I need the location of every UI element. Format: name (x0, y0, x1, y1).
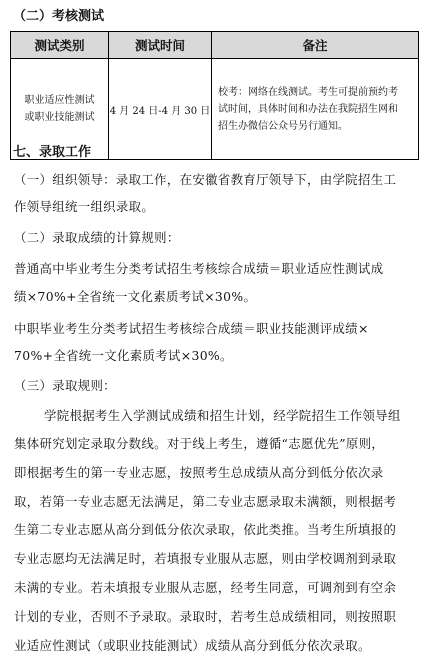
paragraph-line: 绩×70%+全省统一文化素质考试×30%。 (14, 289, 257, 304)
paragraph-line: 专业志愿均无法满足时，若填报专业服从志愿，则由学校调剂到录取 (14, 551, 397, 566)
paragraph-line: 普通高中毕业考生分类考试招生考核综合成绩＝职业适应性测试成 (14, 261, 384, 276)
section-heading-admission: 七、录取工作 (13, 145, 92, 160)
paragraph-line: 业适应性测试（或职业技能测试）成绩从高分到低分依次录取。 (14, 638, 371, 653)
paragraph-line: （二）录取成绩的计算规则： (14, 230, 180, 245)
paragraph-line: 作领导组统一组织录取。 (14, 199, 155, 214)
paragraph-line: 取，若第一专业志愿无法满足，第二专业志愿录取未满额，则根据考 (14, 494, 397, 509)
header-time: 测试时间 (109, 32, 212, 59)
category-line: 职业适应性测试 (24, 95, 95, 106)
paragraph-line: 生第二专业志愿从高分到低分依次录取，依此类推。当考生所填报的 (14, 522, 397, 537)
paragraph-line: 集体研究划定录取分数线。对于线上考生，遵循“志愿优先”原则， (14, 436, 385, 451)
header-category: 测试类别 (11, 32, 109, 59)
note-line: 招生办微信公众号另行通知。 (218, 120, 348, 132)
section-heading-exam: （二）考核测试 (13, 9, 105, 24)
paragraph-line: 70%+全省统一文化素质考试×30%。 (14, 348, 233, 363)
paragraph-line: 计划的专业，否则不予录取。录取时，若考生总成绩相同，则按照职 (14, 609, 397, 624)
cell-note (212, 59, 419, 160)
paragraph-line: （三）录取规则： (14, 378, 116, 393)
table-header-row (11, 32, 419, 59)
paragraph-line: 即根据考生的第一专业志愿，按照考生总成绩从高分到低分依次录 (14, 465, 384, 480)
cell-time: 4 月 24 日-4 月 30 日 (109, 59, 212, 160)
paragraph-line: 未满的专业。若未填报专业服从志愿，经考生同意，可调剂到有空余 (14, 580, 397, 595)
header-note: 备注 (212, 32, 419, 59)
note-line: 试时间，具体时间和办法在我院招生网和 (218, 103, 398, 115)
paragraph-line: 中职毕业考生分类考试招生考核综合成绩＝职业技能测评成绩× (14, 321, 369, 336)
paragraph-line: （一）组织领导：录取工作，在安徽省教育厅领导下，由学院招生工 (14, 172, 397, 187)
paragraph-line: 学院根据考生入学测试成绩和招生计划，经学院招生工作领导组 (44, 408, 401, 423)
category-line: 或职业技能测试 (24, 112, 95, 123)
note-line: 校考：网络在线测试。考生可提前预约考 (218, 86, 398, 98)
